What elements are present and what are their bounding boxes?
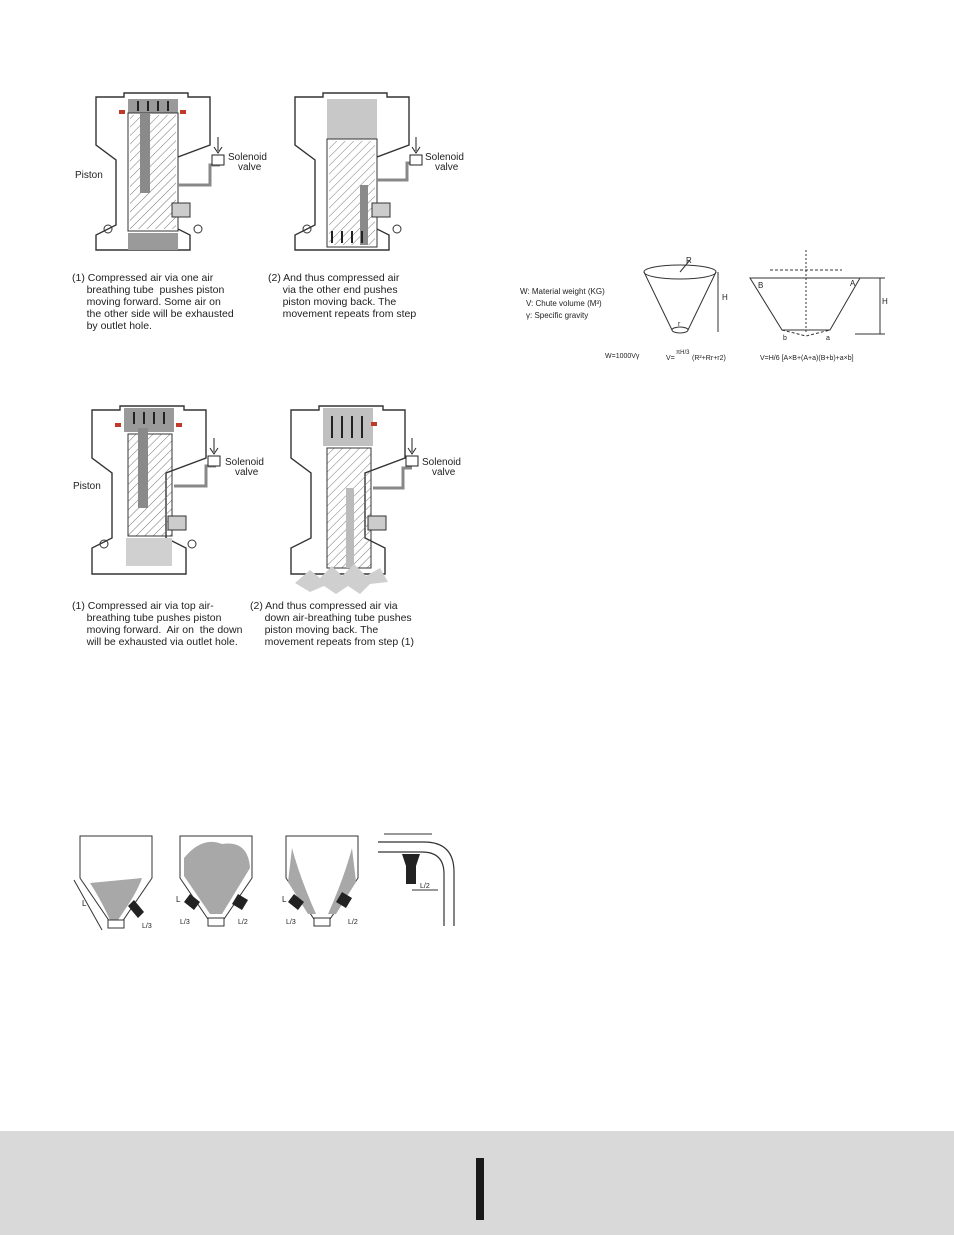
formula-pyramid-volume: V=H/6 [A×B+(A+a)(B+b)+a×b] [760, 355, 854, 362]
vibrator-body-2b [291, 406, 412, 594]
valve-label: valve [435, 162, 459, 173]
piston-label: Piston [73, 481, 101, 492]
valve-label: valve [238, 162, 262, 173]
chute-label-l2: L/2 [420, 883, 430, 890]
caption-set1-step1: (1) Compressed air via one air breathing tube pushes piston moving forward. Some air on the other side will be exhausted by outlet hole. [72, 272, 234, 332]
cone-r-label: R [686, 256, 692, 265]
footer-divider [476, 1158, 484, 1220]
vibrator-diagram-set-2 [70, 398, 470, 598]
legend-volume: V: Chute volume (M³) [526, 299, 602, 308]
hopper-diagram-1 [74, 836, 152, 930]
solenoid-label: Solenoid [225, 457, 264, 468]
mount-label-l: L [176, 895, 181, 904]
cone-small-r-label: r [678, 321, 681, 328]
piston-label: Piston [75, 170, 103, 181]
solenoid-label: Solenoid [425, 152, 464, 163]
legend-weight: W: Material weight (KG) [520, 287, 605, 296]
valve-label: valve [235, 467, 259, 478]
formula-cone-v-prefix: V= [666, 355, 675, 362]
caption-set1-step2: (2) And thus compressed air via the other end pushes piston moving back. The movement repeats from step [268, 272, 417, 320]
caption-set2-step1: (1) Compressed air via top air- breathing tube pushes piston moving forward. Air on the down will be exhausted via outlet hole. [72, 600, 243, 648]
mount-label-l3: L/3 [286, 919, 296, 926]
solenoid-valve-icon [212, 137, 224, 165]
caption-set2-step2: (2) And thus compressed air via down air-breathing tube pushes piston moving back. The movement repeats from step (1) [250, 600, 414, 648]
mount-label-l3: L/3 [142, 923, 152, 930]
solenoid-label: Solenoid [422, 457, 461, 468]
vibrator-body-2a [92, 406, 216, 574]
solenoid-label: Solenoid [228, 152, 267, 163]
formula-weight: W=1000Vγ [605, 353, 640, 360]
cone-hopper [644, 260, 718, 333]
pyramid-small-a-label: a [826, 335, 830, 342]
hopper-diagram-2 [180, 836, 252, 926]
chute-diagram [378, 834, 454, 926]
solenoid-valve-icon [410, 137, 422, 165]
cone-h-label: H [722, 293, 728, 302]
vibrator-body-1b [295, 93, 416, 250]
pyramid-small-b-label: b [783, 335, 787, 342]
mount-label-l: L [282, 895, 287, 904]
pyramid-h-label: H [882, 297, 888, 306]
mounting-position-diagrams [72, 828, 462, 940]
mount-label-l3: L/3 [180, 919, 190, 926]
formula-cone-volume: (R²+Rr+r2) [692, 355, 726, 362]
vibrator-body-1a [96, 93, 220, 250]
pyramid-a-label: A [850, 279, 856, 288]
pyramid-hopper [750, 250, 885, 336]
solenoid-valve-icon [208, 438, 220, 466]
pyramid-b-label: B [758, 281, 764, 290]
legend-gravity: γ: Specific gravity [526, 311, 589, 320]
solenoid-valve-icon [406, 438, 418, 466]
mount-label-l2: L/2 [348, 919, 358, 926]
mount-label-l2: L/2 [238, 919, 248, 926]
formula-cone-fraction: πH/3 [676, 350, 690, 356]
valve-label: valve [432, 467, 456, 478]
hopper-diagram-3 [286, 836, 358, 926]
hopper-volume-figure [520, 250, 900, 370]
mount-label-l: L [82, 899, 87, 908]
